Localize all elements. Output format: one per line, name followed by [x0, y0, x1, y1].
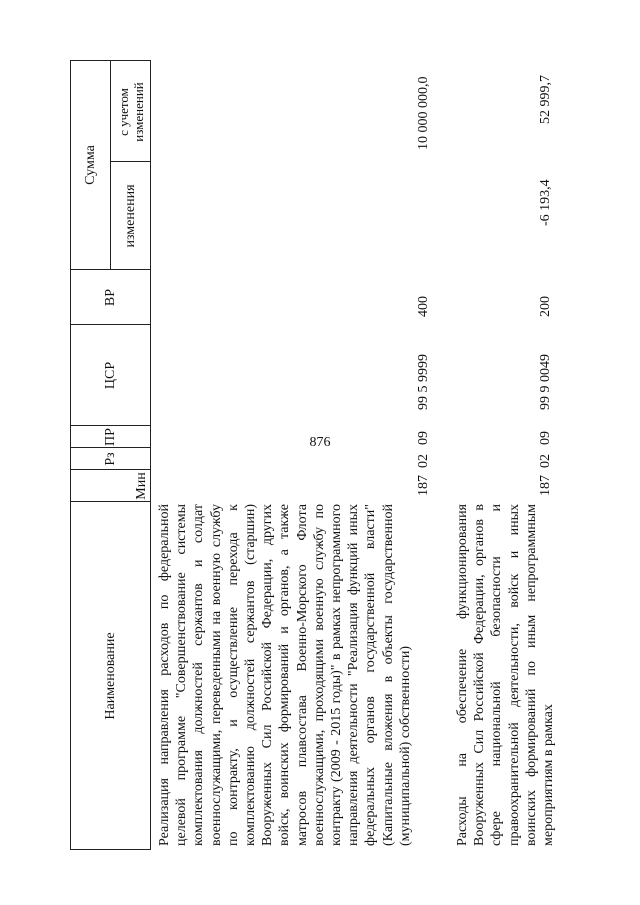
row2-change: -6 193,4 [538, 179, 553, 226]
header-izmeneniya: изменения [122, 184, 138, 248]
row1-csr: 99 5 9999 [416, 354, 431, 410]
header-min: Мин [134, 472, 149, 500]
header-rz: Рз [102, 452, 118, 466]
header-csr: ЦСР [102, 361, 118, 390]
header-s-uchetom: с учетом изменений [116, 82, 146, 142]
row2-rz: 02 [538, 454, 553, 468]
row1-pr: 09 [416, 431, 431, 445]
row2-name: Расходы на обеспечение функционирования Вооруженных Сил Российской Федерации, органов в сфере национальной безопасности и правоохранительной деятельности, войск и иных воинских формирований по иным непрограммным мероприятиям в рамках [455, 504, 557, 846]
row2-csr: 99 9 0049 [538, 354, 553, 410]
row2-vr: 200 [538, 296, 553, 317]
row1-name: Реализация направления расходов по федеральной целевой программе "Совершенствование системы комплектования должностей сержантов и солдат военнослужащими, переведенными на военную службу по контракту, и осуществление перехода к комплектованию должностей сержантов (старшин) Вооруженных Сил Российской Федерации, других войск, воинских формирований и органов, а также матросов плавсостава Военно-Морского Флота военнослужащими, проходящими военную службу по контракту (2009 - 2015 годы)" в рамках непрограммного направления деятельности "Реализация функций иных федеральных органов государственной власти" (Капитальные вложения в объекты государственной (муниципальной) собственности) [157, 504, 413, 846]
row2-total: 52 999,7 [538, 75, 553, 124]
row2-min: 187 [538, 475, 553, 496]
header-summa: Сумма [82, 145, 98, 185]
row1-vr: 400 [416, 296, 431, 317]
row2-pr: 09 [538, 431, 553, 445]
row1-min: 187 [416, 475, 431, 496]
header-vr: ВР [102, 288, 118, 307]
header-name: Наименование [102, 632, 118, 720]
budget-table [70, 60, 620, 850]
row1-rz: 02 [416, 454, 431, 468]
row1-total: 10 000 000,0 [416, 76, 431, 150]
header-bottom-line [150, 60, 151, 850]
header-pr: ПР [102, 428, 118, 446]
page-number: 876 [309, 435, 331, 450]
